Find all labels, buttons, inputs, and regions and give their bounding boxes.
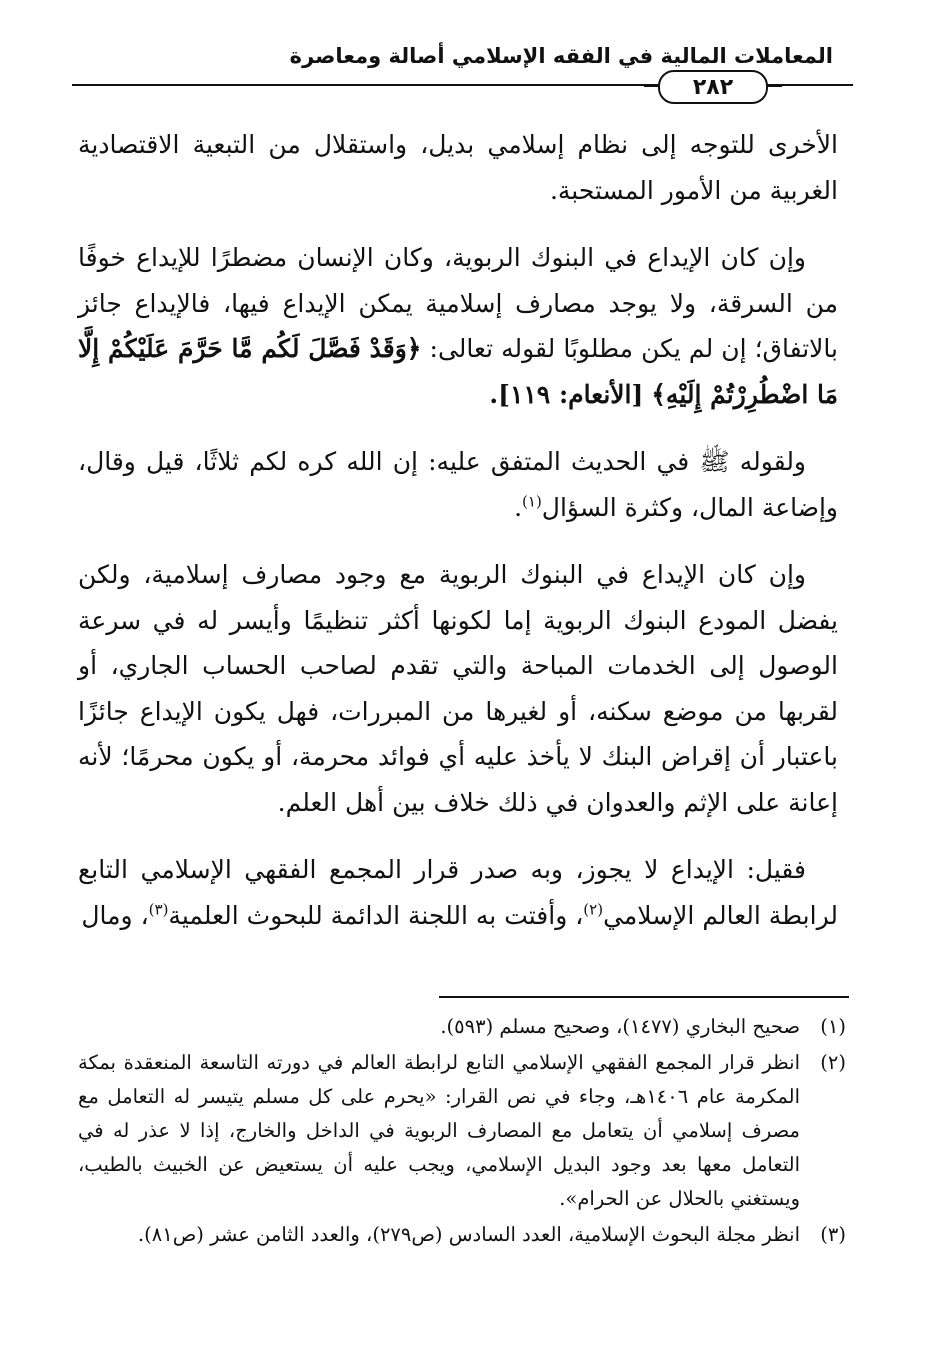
hadith-text: في الحديث المتفق عليه: إن الله كره لكم ثلاثًا، قيل وقال، وإضاعة المال، وكثرة السؤال	[78, 447, 838, 522]
page-number: ٢٨٢	[692, 74, 734, 100]
footnote-ref-3: (٣)	[148, 900, 169, 919]
paragraph-4: وإن كان الإيداع في البنوك الربوية مع وجود مصارف إسلامية، ولكن يفضل المودع البنوك الربوية إما لكونها أكثر تنظيمًا وأيسر له في سرعة الوصول إلى الخدمات المباحة والتي تقدم لصاحب الحساب الجاري، أو لقربها من موضع سكنه، أو لغيرها من المبررات، فهل يكون الإيداع جائزًا باعتبار أن إقراض البنك لا يأخذ عليه أي فوائد محرمة، أو يكون محرمًا؛ لأنه إعانة على الإثم والعدوان في ذلك خلاف بين أهل العلم.	[78, 560, 838, 817]
paragraph-1: الأخرى للتوجه إلى نظام إسلامي بديل، واستقلال من التبعية الاقتصادية الغربية من الأمور المستحبة.	[78, 130, 838, 205]
main-text	[78, 122, 838, 960]
frame-left-wing	[644, 85, 658, 87]
footnote-ref-2: (٢)	[583, 900, 604, 919]
footnote-1	[78, 1010, 846, 1044]
paragraph-5-text-a: فقيل: الإيداع لا يجوز، وبه صدر قرار المجمع الفقهي الإسلامي التابع لرابطة العالم الإسلامي	[78, 855, 838, 930]
footnote-marker: (٣)	[820, 1223, 846, 1246]
footnote-text: انظر مجلة البحوث الإسلامية، العدد السادس (ص٢٧٩)، والعدد الثامن عشر (ص٨١).	[137, 1223, 800, 1246]
frame-right-wing	[768, 85, 782, 87]
footnote-separator	[439, 996, 849, 998]
paragraph-3-lead: ولقوله ﷺ	[699, 447, 807, 476]
quran-verse: ﴿وَقَدْ فَصَّلَ لَكُم مَّا حَرَّمَ عَلَيْكُمْ إِلَّا مَا اضْطُرِرْتُمْ إِلَيْهِ﴾	[78, 334, 838, 409]
footnote-2	[78, 1046, 846, 1216]
footnote-marker: (١)	[820, 1015, 846, 1038]
footnote-marker: (٢)	[820, 1051, 846, 1074]
paragraph-5-text-b: ، وأفتت به اللجنة الدائمة للبحوث العلمية	[168, 900, 584, 930]
running-header-title: المعاملات المالية في الفقه الإسلامي أصالة ومعاصرة	[289, 44, 833, 68]
footnotes	[78, 1010, 846, 1254]
paragraph-2	[78, 235, 838, 417]
paragraph-5	[78, 847, 838, 938]
page-number-frame	[658, 70, 768, 104]
paragraph-5-text-c: ، ومال	[81, 900, 149, 930]
footnote-text: صحيح البخاري (١٤٧٧)، وصحيح مسلم (٥٩٣).	[440, 1015, 800, 1038]
footnote-ref-1: (١)	[522, 492, 542, 511]
paragraph-2-text: وإن كان الإيداع في البنوك الربوية، وكان الإنسان مضطرًا للإيداع خوفًا من السرقة، ولا يوجد مصارف إسلامية يمكن الإيداع فيها، فالإيداع جائز بالاتفاق؛ إن لم يكن مطلوبًا لقوله تعالى:	[78, 243, 839, 363]
paragraph-3-end: .	[514, 492, 523, 522]
footnote-3	[78, 1218, 846, 1252]
paragraph-3	[78, 439, 838, 530]
footnote-text: انظر قرار المجمع الفقهي الإسلامي التابع لرابطة العالم في دورته التاسعة المنعقدة بمكة المكرمة عام ١٤٠٦هـ، وجاء في نص القرار: «يحرم على كل مسلم يتيسر له التعامل مع مصرف إسلامي أن يتعامل مع المصارف الربوية في الداخل والخارج، إذا لا عذر له في التعامل معها بعد وجود البديل الإسلامي، ويجب عليه أن يستعيض عن الخبيث بالطيب، ويستغني بالحلال عن الحرام».	[78, 1051, 801, 1210]
verse-reference: [الأنعام: ١١٩].	[489, 379, 644, 409]
